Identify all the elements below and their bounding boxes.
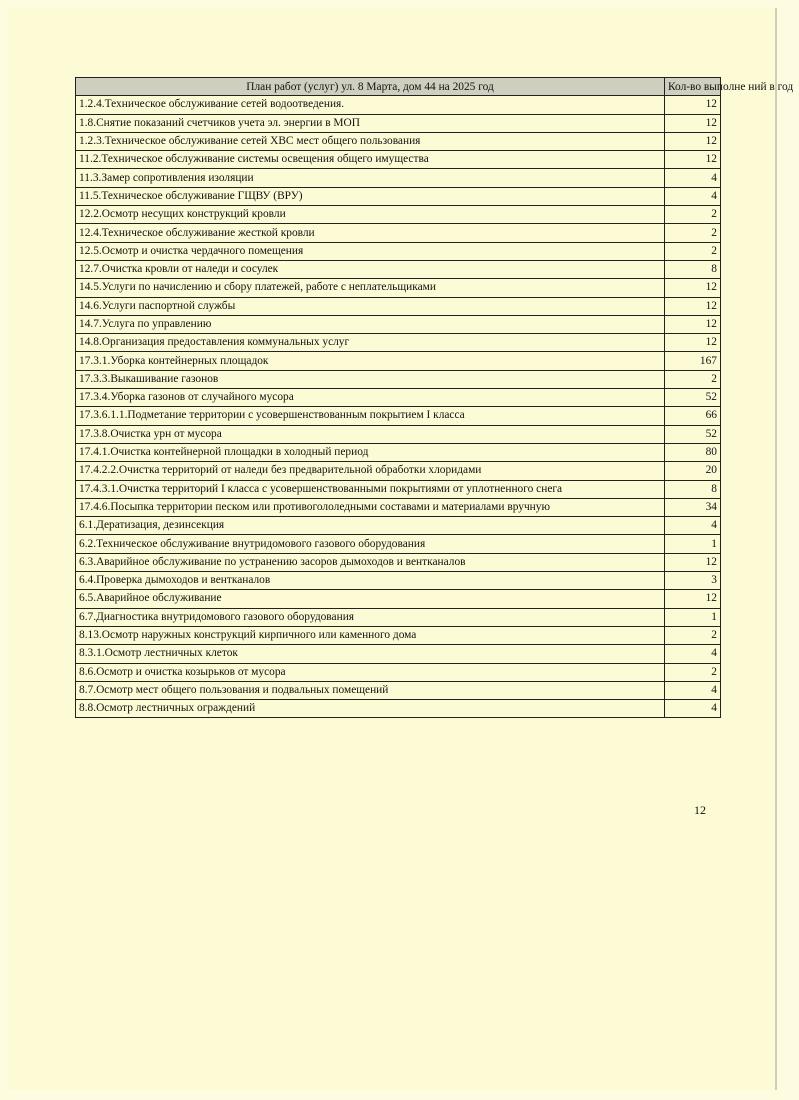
work-item-name: 17.3.8.Очистка урн от мусора bbox=[76, 425, 665, 443]
table-row bbox=[76, 553, 721, 571]
table-row bbox=[76, 498, 721, 516]
table-row bbox=[76, 645, 721, 663]
table-title: План работ (услуг) ул. 8 Марта, дом 44 на 2025 год bbox=[76, 78, 665, 96]
table-row bbox=[76, 590, 721, 608]
work-item-quantity: 12 bbox=[665, 334, 721, 352]
work-item-quantity: 2 bbox=[665, 663, 721, 681]
work-item-name: 12.7.Очистка кровли от наледи и сосулек bbox=[76, 260, 665, 278]
table-row bbox=[76, 297, 721, 315]
work-item-name: 8.7.Осмотр мест общего пользования и подвальных помещений bbox=[76, 681, 665, 699]
quantity-column-header: Кол-во выполне ний в год bbox=[665, 78, 721, 96]
work-item-name: 11.5.Техническое обслуживание ГЩВУ (ВРУ) bbox=[76, 187, 665, 205]
work-item-quantity: 12 bbox=[665, 114, 721, 132]
document-page bbox=[8, 8, 794, 1090]
table-row bbox=[76, 352, 721, 370]
table-row bbox=[76, 279, 721, 297]
work-item-quantity: 12 bbox=[665, 96, 721, 114]
work-item-name: 6.2.Техническое обслуживание внутридомового газового оборудования bbox=[76, 535, 665, 553]
work-item-name: 8.6.Осмотр и очистка козырьков от мусора bbox=[76, 663, 665, 681]
work-item-name: 6.4.Проверка дымоходов и вентканалов bbox=[76, 572, 665, 590]
page-number: 12 bbox=[694, 803, 706, 817]
work-item-name: 1.2.4.Техническое обслуживание сетей водоотведения. bbox=[76, 96, 665, 114]
work-item-name: 12.5.Осмотр и очистка чердачного помещения bbox=[76, 242, 665, 260]
work-item-name: 14.6.Услуги паспортной службы bbox=[76, 297, 665, 315]
table-row bbox=[76, 480, 721, 498]
work-item-quantity: 4 bbox=[665, 681, 721, 699]
table-row bbox=[76, 242, 721, 260]
work-item-name: 11.3.Замер сопротивления изоляции bbox=[76, 169, 665, 187]
table-row bbox=[76, 187, 721, 205]
work-item-name: 6.7.Диагностика внутридомового газового оборудования bbox=[76, 608, 665, 626]
work-item-quantity: 34 bbox=[665, 498, 721, 516]
work-item-quantity: 80 bbox=[665, 443, 721, 461]
table-row bbox=[76, 389, 721, 407]
work-item-quantity: 4 bbox=[665, 700, 721, 718]
work-item-quantity: 1 bbox=[665, 608, 721, 626]
table-row bbox=[76, 169, 721, 187]
work-item-name: 17.3.1.Уборка контейнерных площадок bbox=[76, 352, 665, 370]
work-item-quantity: 4 bbox=[665, 187, 721, 205]
work-item-quantity: 8 bbox=[665, 260, 721, 278]
work-item-quantity: 12 bbox=[665, 590, 721, 608]
work-item-name: 6.3.Аварийное обслуживание по устранению засоров дымоходов и вентканалов bbox=[76, 553, 665, 571]
table-row bbox=[76, 572, 721, 590]
table-row bbox=[76, 206, 721, 224]
table-row bbox=[76, 407, 721, 425]
table-row bbox=[76, 681, 721, 699]
work-item-quantity: 8 bbox=[665, 480, 721, 498]
table-row bbox=[76, 517, 721, 535]
table-body bbox=[76, 96, 721, 718]
table-row bbox=[76, 462, 721, 480]
work-item-name: 14.5.Услуги по начислению и сбору платежей, работе с неплательщиками bbox=[76, 279, 665, 297]
work-item-name: 8.3.1.Осмотр лестничных клеток bbox=[76, 645, 665, 663]
work-item-name: 1.2.3.Техническое обслуживание сетей ХВС мест общего пользования bbox=[76, 132, 665, 150]
work-item-quantity: 4 bbox=[665, 169, 721, 187]
table-row bbox=[76, 535, 721, 553]
work-item-quantity: 12 bbox=[665, 279, 721, 297]
table-row bbox=[76, 151, 721, 169]
table-row bbox=[76, 114, 721, 132]
table-row bbox=[76, 700, 721, 718]
work-item-quantity: 66 bbox=[665, 407, 721, 425]
table-row bbox=[76, 443, 721, 461]
table-row bbox=[76, 608, 721, 626]
work-item-name: 14.8.Организация предоставления коммунальных услуг bbox=[76, 334, 665, 352]
work-item-name: 17.3.6.1.1.Подметание территории с усовершенствованным покрытием I класса bbox=[76, 407, 665, 425]
work-item-name: 6.1.Дератизация, дезинсекция bbox=[76, 517, 665, 535]
table-row bbox=[76, 96, 721, 114]
work-item-name: 17.4.6.Посыпка территории песком или противогололедными составами и материалами вручную bbox=[76, 498, 665, 516]
work-item-quantity: 12 bbox=[665, 315, 721, 333]
work-item-quantity: 12 bbox=[665, 151, 721, 169]
work-item-quantity: 2 bbox=[665, 206, 721, 224]
work-item-quantity: 3 bbox=[665, 572, 721, 590]
work-item-quantity: 52 bbox=[665, 425, 721, 443]
work-item-name: 17.4.3.1.Очистка территорий I класса с усовершенствованными покрытиями от уплотненного снега bbox=[76, 480, 665, 498]
work-item-name: 11.2.Техническое обслуживание системы освещения общего имущества bbox=[76, 151, 665, 169]
work-item-name: 8.8.Осмотр лестничных ограждений bbox=[76, 700, 665, 718]
work-item-name: 1.8.Снятие показаний счетчиков учета эл. энергии в МОП bbox=[76, 114, 665, 132]
work-item-name: 17.4.2.2.Очистка территорий от наледи без предварительной обработки хлоридами bbox=[76, 462, 665, 480]
table-header-row bbox=[76, 78, 721, 96]
work-item-quantity: 4 bbox=[665, 517, 721, 535]
work-item-quantity: 2 bbox=[665, 224, 721, 242]
work-item-name: 12.4.Техническое обслуживание жесткой кровли bbox=[76, 224, 665, 242]
table-row bbox=[76, 663, 721, 681]
work-item-quantity: 2 bbox=[665, 370, 721, 388]
work-item-name: 12.2.Осмотр несущих конструкций кровли bbox=[76, 206, 665, 224]
work-item-name: 14.7.Услуга по управлению bbox=[76, 315, 665, 333]
table-row bbox=[76, 132, 721, 150]
work-item-name: 17.3.3.Выкашивание газонов bbox=[76, 370, 665, 388]
work-item-quantity: 12 bbox=[665, 132, 721, 150]
table-row bbox=[76, 370, 721, 388]
work-item-quantity: 12 bbox=[665, 553, 721, 571]
work-item-quantity: 167 bbox=[665, 352, 721, 370]
work-item-quantity: 2 bbox=[665, 242, 721, 260]
work-item-name: 17.3.4.Уборка газонов от случайного мусора bbox=[76, 389, 665, 407]
work-item-name: 6.5.Аварийное обслуживание bbox=[76, 590, 665, 608]
table-row bbox=[76, 260, 721, 278]
work-item-quantity: 20 bbox=[665, 462, 721, 480]
work-item-quantity: 12 bbox=[665, 297, 721, 315]
table-row bbox=[76, 315, 721, 333]
work-item-name: 8.13.Осмотр наружных конструкций кирпичного или каменного дома bbox=[76, 626, 665, 644]
work-item-quantity: 1 bbox=[665, 535, 721, 553]
work-item-quantity: 4 bbox=[665, 645, 721, 663]
table-row bbox=[76, 626, 721, 644]
work-plan-table bbox=[75, 77, 794, 718]
work-item-quantity: 2 bbox=[665, 626, 721, 644]
work-item-quantity: 52 bbox=[665, 389, 721, 407]
work-item-name: 17.4.1.Очистка контейнерной площадки в холодный период bbox=[76, 443, 665, 461]
table-row bbox=[76, 334, 721, 352]
table-row bbox=[76, 425, 721, 443]
table-row bbox=[76, 224, 721, 242]
